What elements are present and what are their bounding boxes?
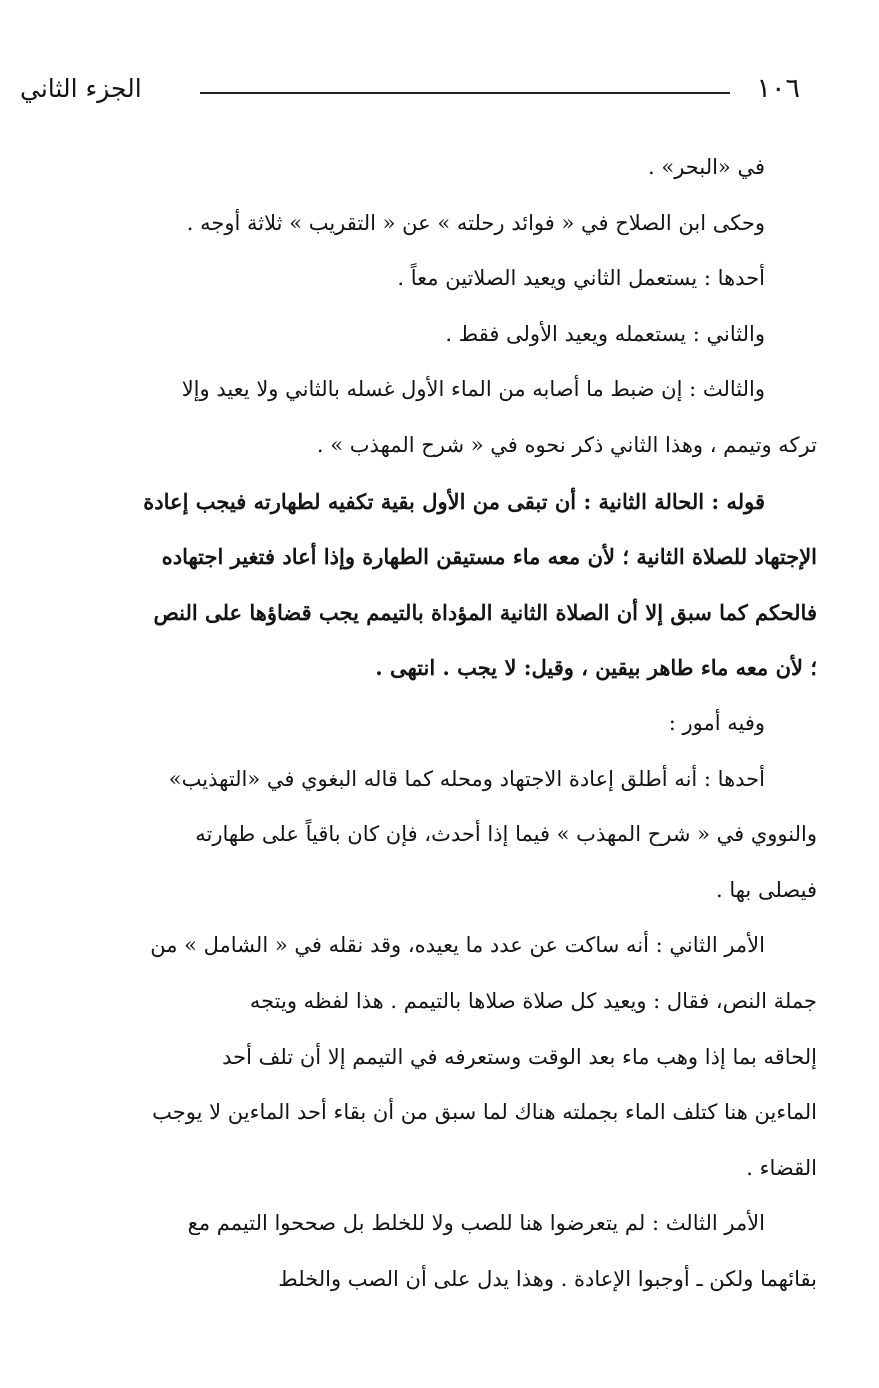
- text-line: والثاني : يستعمله ويعيد الأولى فقط .: [445, 321, 765, 346]
- header-rule: [200, 92, 730, 94]
- quoted-text-line: قوله : الحالة الثانية : أن تبقى من الأول بقية تكفيه لطهارته فيجب إعادة: [143, 488, 765, 514]
- text-line: أحدها : أنه أطلق إعادة الاجتهاد ومحله كما قاله البغوي في «التهذيب»: [168, 766, 765, 791]
- text-line: والنووي في « شرح المهذب » فيما إذا أحدث، فإن كان باقياً على طهارته: [195, 822, 817, 847]
- text-line: تركه وتيمم ، وهذا الثاني ذكر نحوه في « شرح المهذب » .: [316, 432, 817, 457]
- text-line: والثالث : إن ضبط ما أصابه من الماء الأول غسله بالثاني ولا يعيد وإلا: [181, 377, 765, 402]
- body-text: [45, 140, 817, 1307]
- quoted-text-line: فالحكم كما سبق إلا أن الصلاة الثانية المؤداة بالتيمم يجب قضاؤها على النص: [153, 599, 817, 625]
- text-line: الأمر الثاني : أنه ساكت عن عدد ما يعيده، وقد نقله في « الشامل » من: [150, 933, 765, 958]
- text-line: فيصلى بها .: [716, 877, 817, 902]
- text-line: القضاء .: [746, 1155, 817, 1180]
- text-line: في «البحر» .: [648, 155, 765, 179]
- text-line: أحدها : يستعمل الثاني ويعيد الصلاتين معاً .: [397, 266, 765, 291]
- text-line: الأمر الثالث : لم يتعرضوا هنا للصب ولا للخلط بل صححوا التيمم مع: [187, 1211, 765, 1236]
- quoted-text-line: ؛ لأن معه ماء طاهر بيقين ، وقيل: لا يجب . انتهى .: [375, 655, 817, 681]
- text-line: الماءين هنا كتلف الماء بجملته هناك لما سبق من أن بقاء أحد الماءين لا يوجب: [152, 1100, 817, 1125]
- text-line: جملة النص، فقال : ويعيد كل صلاة صلاها بالتيمم . هذا لفظه ويتجه: [249, 988, 817, 1013]
- text-line: وفيه أمور :: [668, 710, 765, 735]
- page-number: ١٠٦: [756, 73, 800, 104]
- section-title: الجزء الثاني: [20, 74, 142, 103]
- quoted-text-line: الإجتهاد للصلاة الثانية ؛ لأن معه ماء مستيقن الطهارة وإذا أعاد فتغير اجتهاده: [161, 544, 817, 570]
- text-line: وحكى ابن الصلاح في « فوائد رحلته » عن « التقريب » ثلاثة أوجه .: [186, 210, 765, 235]
- text-line: إلحاقه بما إذا وهب ماء بعد الوقت وستعرفه في التيمم إلا أن تلف أحد: [222, 1044, 817, 1069]
- text-line: بقائهما ولكن ـ أوجبوا الإعادة . وهذا يدل على أن الصب والخلط: [278, 1266, 817, 1291]
- running-header: [20, 70, 800, 110]
